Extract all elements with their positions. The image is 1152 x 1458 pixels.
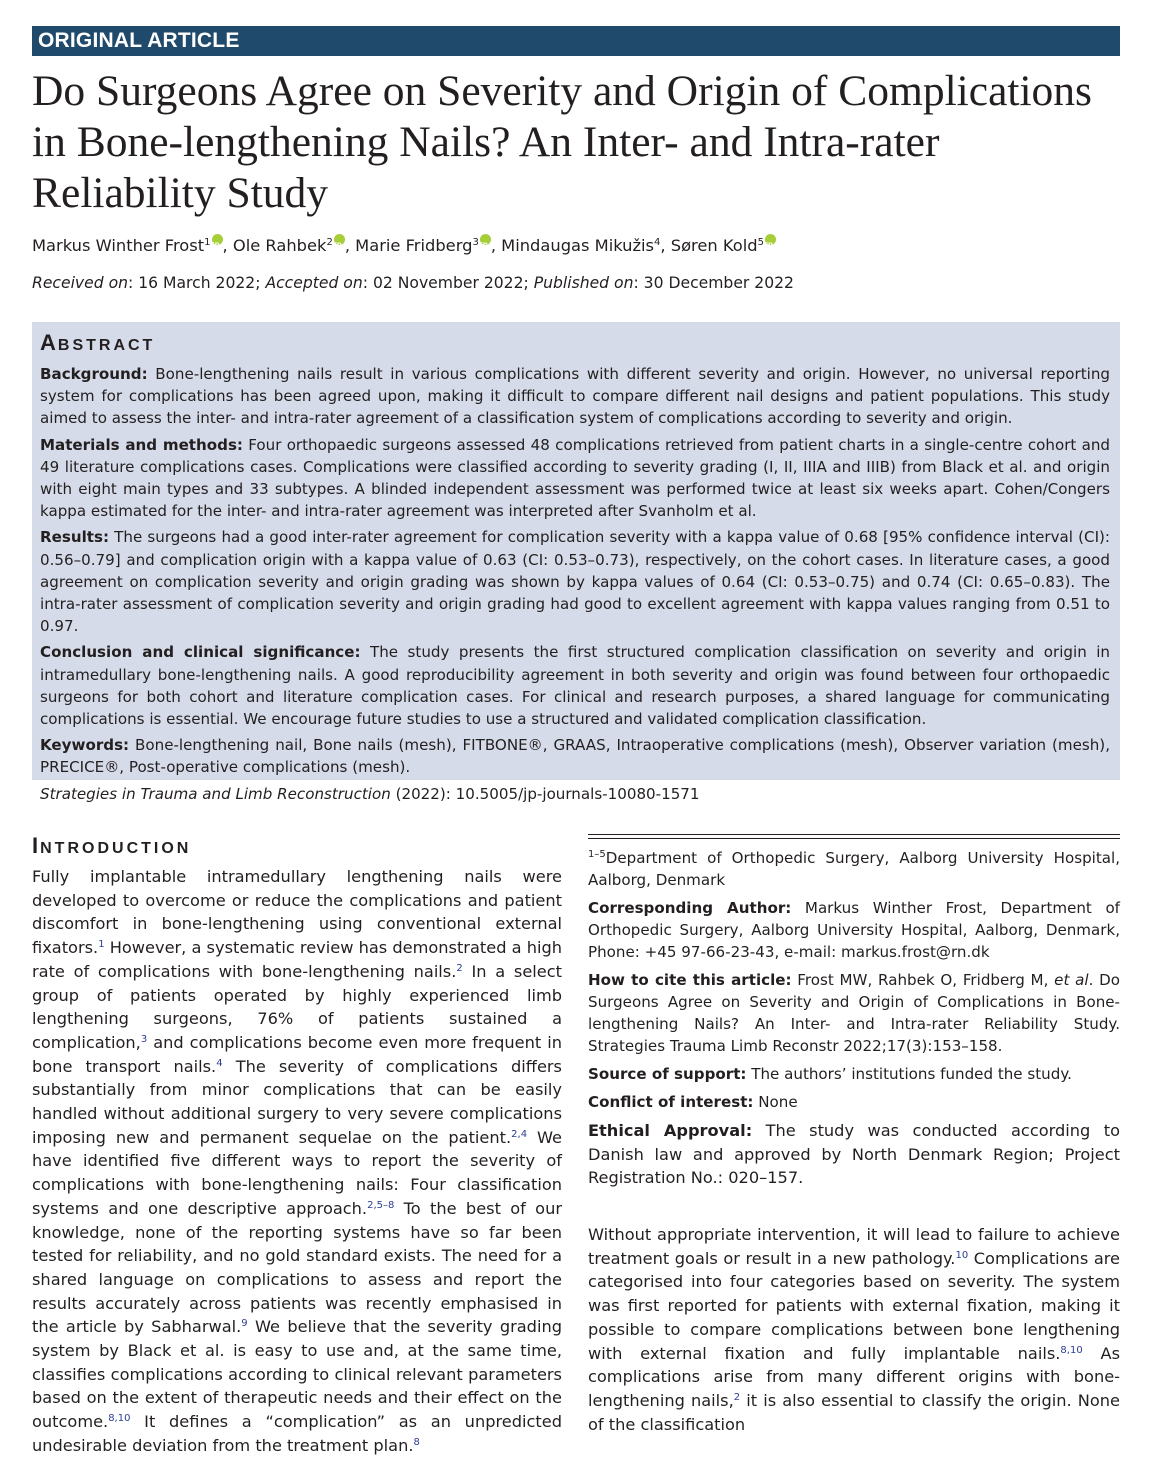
article-info-box <box>588 834 1120 1196</box>
received-date: : 16 March 2022; <box>128 274 266 292</box>
citation-link[interactable]: 2 <box>456 962 463 974</box>
author-name[interactable]: Mindaugas Mikužis <box>501 236 655 255</box>
published-date: : 30 December 2022 <box>633 274 794 292</box>
abstract-keywords: Keywords: Bone-lengthening nail, Bone nails (mesh), FITBONE®, GRAAS, Intraoperative complications (mesh), Observer variation (mesh), PRECICE®, Post-operative complications (mesh). <box>40 736 1110 777</box>
source-of-support: Source of support: The authors’ institutions funded the study. <box>588 1065 1072 1083</box>
introduction-section <box>32 832 562 1458</box>
abstract-box <box>32 322 1120 803</box>
accepted-date: : 02 November 2022; <box>362 274 534 292</box>
received-label: Received on <box>32 274 129 292</box>
abstract-conclusion: Conclusion and clinical significance: The study presents the first structured complication classification on severity and origin in intramedullary bone-lengthening nails. A good reproducibility agreement in both severity and origin was found between four orthopaedic surgeons for both cohort and literature complication cases. For clinical and research purposes, a shared language for communicating complications is essential. We encourage future studies to use a structured and validated complication classification. <box>40 643 1110 729</box>
citation-link[interactable]: 4 <box>216 1057 223 1069</box>
accepted-label: Accepted on <box>265 274 363 292</box>
orcid-icon[interactable] <box>480 234 491 245</box>
citation-link[interactable]: 8 <box>413 1436 420 1448</box>
orcid-icon[interactable] <box>765 234 776 245</box>
doi[interactable]: (2022): 10.5005/jp-journals-10080-1571 <box>390 784 700 803</box>
citation-link[interactable]: 8,10 <box>108 1413 131 1425</box>
conflict-of-interest: Conflict of interest: None <box>588 1093 798 1111</box>
abstract-results: Results: The surgeons had a good inter-rater agreement for complication severity with a kappa value of 0.68 [95% confidence interval (CI): 0.56–0.79] and complication origin with a kappa value of 0.63 (CI: 0.53–0.73), respectively, on the cohort cases. In literature cases, a good agreement on complication severity and origin grading was shown by kappa values of 0.64 (CI: 0.53–0.75) and 0.74 (CI: 0.65–0.83). The intra-rater assessment of complication severity and origin grading had good to excellent agreement with kappa values ranging from 0.51 to 0.97. <box>40 528 1110 636</box>
author-list: Markus Winther Frost$^1$iD , Ole Rahbek$^2$iD , Marie Fridberg$^3$iD , Mindaugas Mikužis$^4$, Søren Kold$^5$iD <box>32 233 776 259</box>
affiliation: $^{1-5}$Department of Orthopedic Surgery, Aalborg University Hospital, Aalborg, Denmark <box>588 849 1120 889</box>
author-affiliation-number: 3 <box>472 237 479 248</box>
orcid-icon[interactable] <box>212 234 223 245</box>
publication-dates <box>32 270 794 296</box>
citation-link[interactable]: 8,10 <box>1060 1344 1083 1356</box>
article-title: Do Surgeons Agree on Severity and Origin of Complications in Bone-lengthening Nails? An Inter- and Intra-rater Reliability Study <box>32 67 1092 217</box>
author-name[interactable]: Marie Fridberg <box>355 236 473 255</box>
introduction-continued <box>588 1223 1120 1436</box>
author-name[interactable]: Ole Rahbek <box>232 236 327 255</box>
orcid-icon[interactable] <box>334 234 345 245</box>
citation-link[interactable]: 3 <box>140 1033 148 1045</box>
citation-link[interactable]: 2,4 <box>511 1128 528 1140</box>
introduction-paragraph: Fully implantable intramedullary lengthening nails were developed to overcome or reduce the complications and patient discomfort in bone-lengthening using conventional external fixators.$^1$ However, a systematic review has demonstrated a high rate of complications with bone-lengthening nails.$^2$ In a select group of patients operated by highly experienced limb lengthening surgeons, 76% of patients sustained a complication,$^3$ and complications become even more frequent in bone transport nails.$^4$ The severity of complications differs substantially from minor complications that can be easily handled without additional surgery to very severe complications imposing new and permanent sequelae on the patient.$^{2,4}$ We have identified five different ways to report the severity of complications with bone-lengthening nails: Four classification systems and one descriptive approach.$^{2,5-8}$ To the best of our knowledge, none of the reporting systems have so far been tested for reliability, and no gold standard exists. The need for a shared language on complications to assess and report the results accurately across patients was recently emphasised in the article by Sabharwal.$^9$ We believe that the severity grading system by Black et al. is easy to use and, at the same time, classifies complications according to clinical relevant parameters based on the extent of therapeutic needs and their effect on the outcome.$^{8,10}$ It defines a “complication” as an unpredicted undesirable deviation from the treatment plan.$^8$ <box>32 867 563 1455</box>
ethical-approval: Ethical Approval: The study was conducted according to Danish law and approved by North Denmark Region; Project Registration No.: 020–157. <box>588 1121 1120 1188</box>
author-affiliation-number: 4 <box>654 237 661 248</box>
abstract-citation <box>40 783 1110 805</box>
divider <box>588 834 1120 835</box>
introduction-heading: INTRODUCTION <box>32 833 192 858</box>
author-name[interactable]: Søren Kold <box>670 236 758 255</box>
citation-link[interactable]: 10 <box>955 1249 969 1261</box>
divider <box>588 838 1120 839</box>
abstract-heading: ABSTRACT <box>40 330 156 355</box>
introduction-paragraph: Without appropriate intervention, it will lead to failure to achieve treatment goals or result in a new pathology.$^{10}$ Complications are categorised into four categories based on severity. The system was first reported for patients with external fixation, making it possible to compare complications between bone lengthening with external fixation and fully implantable nails.$^{8,10}$ As complications arise from many different origins with bone-lengthening nails,$^2$ it is also essential to classify the origin. None of the classification <box>588 1225 1121 1434</box>
journal-name: Strategies in Trauma and Limb Reconstruction <box>40 784 391 803</box>
author-affiliation-number: 5 <box>757 237 764 248</box>
abstract-background: Background: Bone-lengthening nails result in various complications with different severity and origin. However, no universal reporting system for complications has been agreed upon, making it difficult to compare different nail designs and patient populations. This study aimed to assess the inter- and intra-rater agreement of a classification system of complications according to severity and origin. <box>40 365 1110 428</box>
abstract-methods: Materials and methods: Four orthopaedic surgeons assessed 48 complications retrieved from patient charts in a single-centre cohort and 49 literature complications cases. Complications were classified according to severity grading (I, II, IIIA and IIIB) from Black et al. and origin with eight main types and 33 subtypes. A blinded independent assessment was performed twice at least six weeks apart. Cohen/Congers kappa estimated for the inter- and intra-rater agreement was interpreted after Svanholm et al. <box>40 435 1111 521</box>
how-to-cite: How to cite this article: Frost MW, Rahbek O, Fridberg M, et al. Do Surgeons Agree on Severity and Origin of Complications in Bone-lengthening Nails? An Inter- and Intra-rater Reliability Study. Strategies Trauma Limb Reconstr 2022;17(3):153–158. <box>588 971 1120 1055</box>
author-affiliation-number: 1 <box>204 237 211 248</box>
citation-link[interactable]: 2,5–8 <box>367 1199 395 1211</box>
published-label: Published on <box>533 274 634 292</box>
author-name[interactable]: Markus Winther Frost <box>32 236 205 255</box>
citation-link[interactable]: 2 <box>733 1391 741 1403</box>
article-type-banner: ORIGINAL ARTICLE <box>32 26 1120 56</box>
citation-link[interactable]: 9 <box>241 1318 248 1330</box>
author-affiliation-number: 2 <box>326 237 333 248</box>
corresponding-author: Corresponding Author: Markus Winther Frost, Department of Orthopedic Surgery, Aalborg University Hospital, Aalborg, Denmark, Phone: +45 97-66-23-43, e-mail: markus.frost@rn.dk <box>588 899 1120 961</box>
citation-link[interactable]: 1 <box>98 939 105 951</box>
